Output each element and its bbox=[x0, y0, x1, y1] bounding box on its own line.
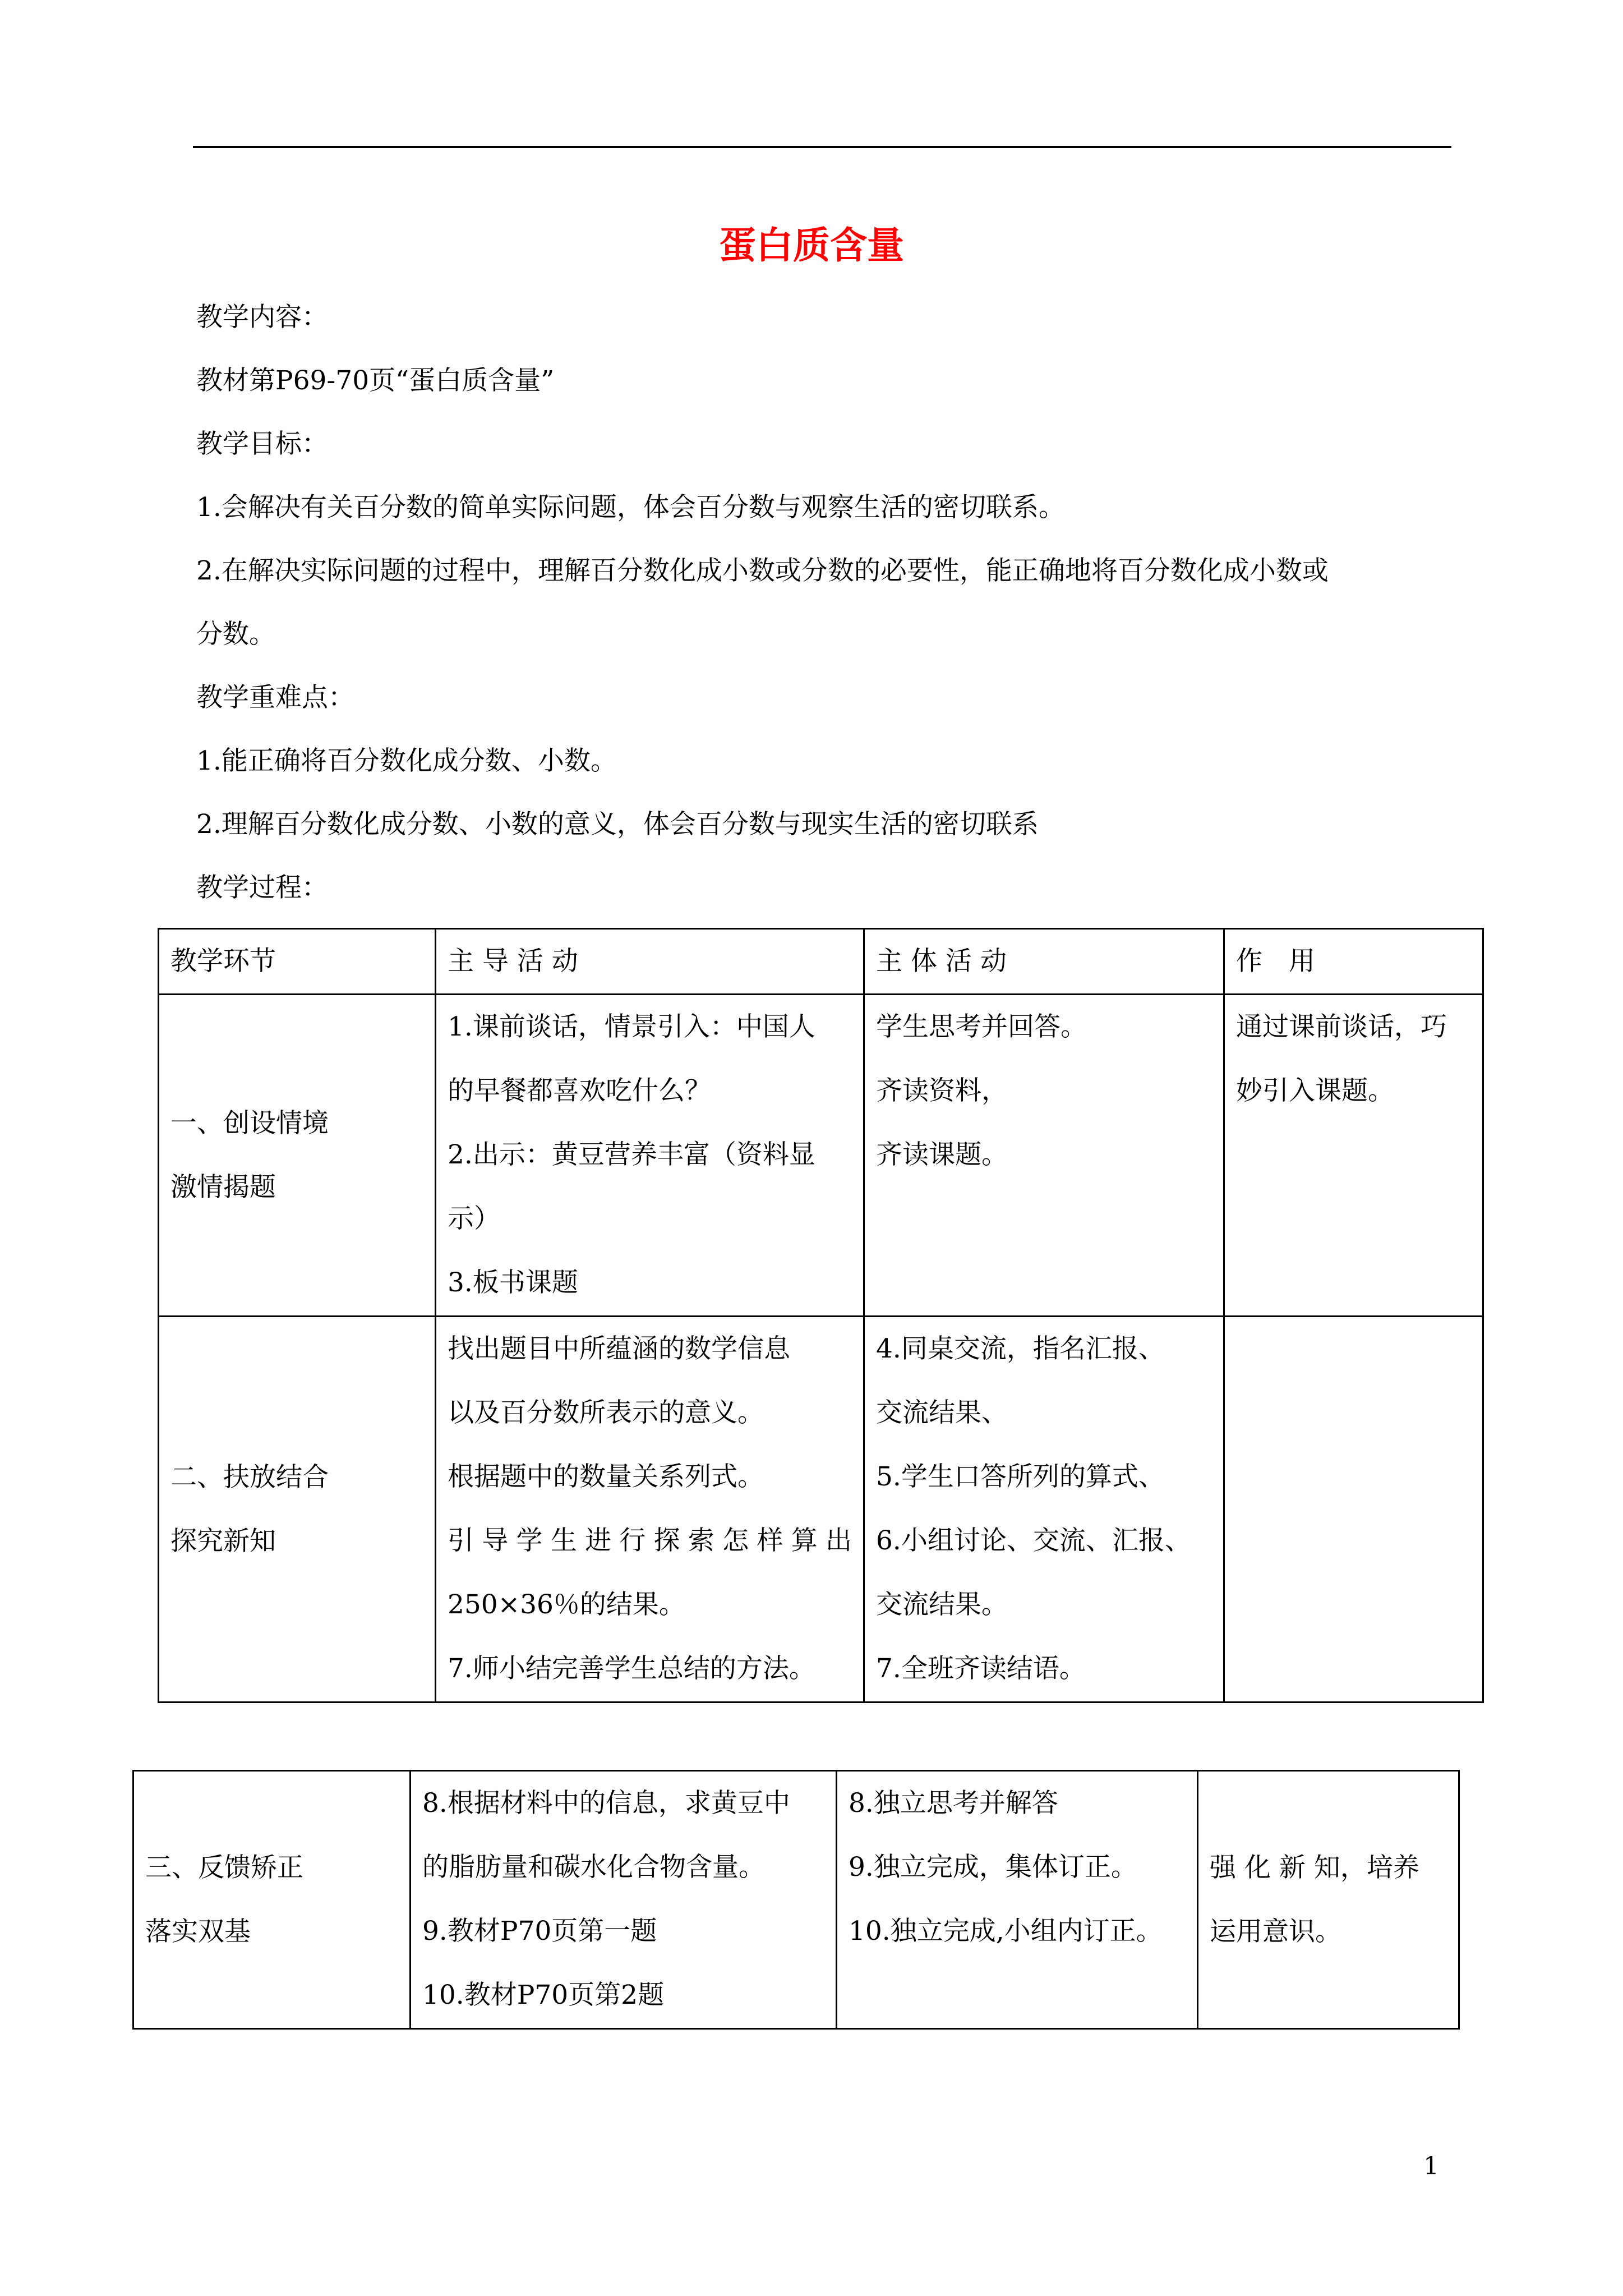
table-row bbox=[159, 995, 1483, 1317]
keypoint-item-1: 1.能正确将百分数化成分数、小数。 bbox=[196, 746, 617, 776]
header-lead: 主 导 活 动 bbox=[436, 929, 864, 995]
lead-activity-cell: 1.课前谈话，情景引入：中国人 的早餐都喜欢吃什么？ 2.出示：黄豆营养丰富（资料显 示） 3.板书课题 bbox=[436, 995, 864, 1317]
section-heading-process: 教学过程： bbox=[196, 872, 328, 903]
student-activity-cell: 4.同桌交流，指名汇报、 交流结果、 5.学生口答所列的算式、 6.小组讨论、交流、汇报、 交流结果。 7.全班齐读结语。 bbox=[864, 1317, 1224, 1703]
lesson-table bbox=[158, 928, 1484, 1703]
lesson-table-continued bbox=[132, 1770, 1460, 2030]
content-text: 教材第P69-70页“蛋白质含量” bbox=[196, 365, 555, 396]
student-activity-cell: 学生思考并回答。 齐读资料， 齐读课题。 bbox=[864, 995, 1224, 1317]
purpose-cell: 强 化 新 知，培养 运用意识。 bbox=[1198, 1771, 1459, 2029]
lead-activity-cell: 找出题目中所蕴涵的数学信息 以及百分数所表示的意义。 根据题中的数量关系列式。 引导学生进行探索怎样算出 250×36％的结果。 7.师小结完善学生总结的方法。 bbox=[436, 1317, 864, 1703]
header-purpose: 作 用 bbox=[1224, 929, 1483, 995]
stage-cell: 一、创设情境 激情揭题 bbox=[159, 995, 436, 1317]
section-heading-keypoints: 教学重难点： bbox=[196, 682, 354, 713]
goal-item-2-cont: 分数。 bbox=[196, 619, 275, 650]
section-heading-content: 教学内容： bbox=[196, 302, 328, 333]
purpose-cell: 通过课前谈话，巧 妙引入课题。 bbox=[1224, 995, 1483, 1317]
section-heading-goals: 教学目标： bbox=[196, 429, 328, 459]
table-header-row bbox=[159, 929, 1483, 995]
table-row bbox=[159, 1317, 1483, 1703]
document-title: 蛋白质含量 bbox=[719, 223, 904, 267]
goal-item-2: 2.在解决实际问题的过程中，理解百分数化成小数或分数的必要性，能正确地将百分数化成小数或 bbox=[196, 555, 1329, 586]
lead-activity-cell: 8.根据材料中的信息，求黄豆中 的脂肪量和碳水化合物含量。 9.教材P70页第一题 10.教材P70页第2题 bbox=[411, 1771, 837, 2029]
header-stage: 教学环节 bbox=[159, 929, 436, 995]
stage-cell: 二、扶放结合 探究新知 bbox=[159, 1317, 436, 1703]
student-activity-cell: 8.独立思考并解答 9.独立完成，集体订正。 10.独立完成,小组内订正。 bbox=[837, 1771, 1198, 2029]
table-row bbox=[133, 1771, 1459, 2029]
purpose-cell bbox=[1224, 1317, 1483, 1703]
header-student: 主 体 活 动 bbox=[864, 929, 1224, 995]
goal-item-1: 1.会解决有关百分数的简单实际问题，体会百分数与观察生活的密切联系。 bbox=[196, 492, 1065, 523]
stage-cell: 三、反馈矫正 落实双基 bbox=[133, 1771, 411, 2029]
keypoint-item-2: 2.理解百分数化成分数、小数的意义，体会百分数与现实生活的密切联系 bbox=[196, 809, 1039, 840]
page-number: 1 bbox=[1423, 2152, 1439, 2180]
header-rule bbox=[193, 146, 1451, 148]
